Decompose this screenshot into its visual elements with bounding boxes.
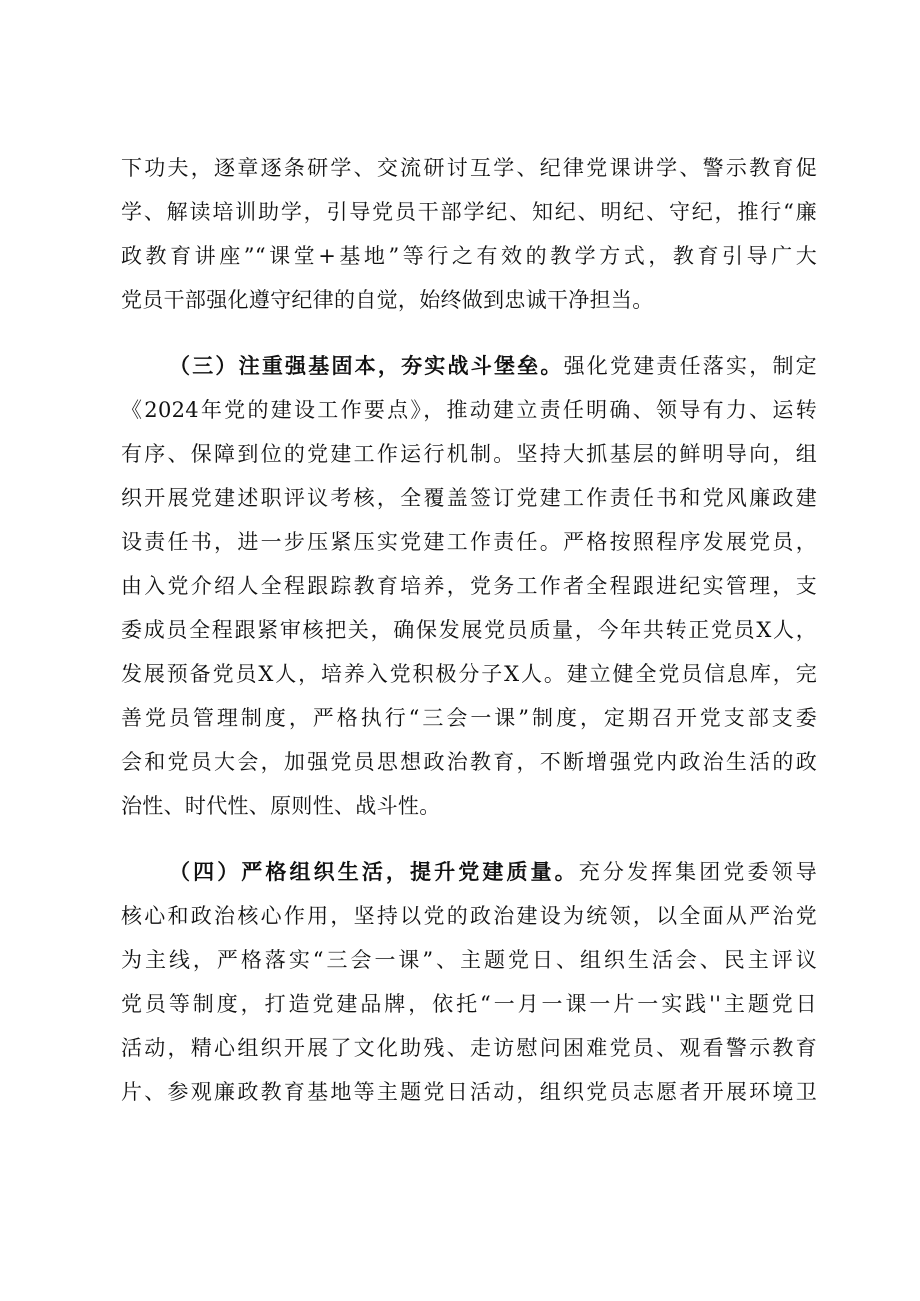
text-line: 发展预备党员X人，培养入党积极分子X人。建立健全党员信息库，完 [121,662,817,686]
text-line: 委成员全程跟紧审核把关，确保发展党员质量，今年共转正党员X人， [121,618,817,642]
text-line: 善党员管理制度，严格执行“三会一课”制度，定期召开党支部支委 [121,706,817,730]
text-line: 治性、时代性、原则性、战斗性。 [121,794,441,818]
text-line: 核心和政治核心作用，坚持以党的政治建设为统领，以全面从严治党 [121,904,817,928]
text-line: 有序、保障到位的党建工作运行机制。坚持大抓基层的鲜明导向，组 [121,442,817,466]
text-line: 设责任书，进一步压紧压实党建工作责任。严格按照程序发展党员， [121,530,817,554]
paragraph-section-three [121,344,817,828]
text-line: 党员等制度，打造党建品牌，依托“一月一课一片一实践''主题党日 [121,992,817,1016]
text-line: 织开展党建述职评议考核，全覆盖签订党建工作责任书和党风廉政建 [121,486,817,510]
text-line-first [121,850,817,894]
text-line: 《2024年党的建设工作要点》，推动建立责任明确、领导有力、运转 [121,398,817,422]
text-line: 由入党介绍人全程跟踪教育培养，党务工作者全程跟进纪实管理，支 [121,574,817,598]
text-line: 片、参观廉政教育基地等主题党日活动，组织党员志愿者开展环境卫 [121,1080,817,1104]
text-line: 党员干部强化遵守纪律的自觉，始终做到忠诚干净担当。 [121,288,654,312]
text-line: 为主线，严格落实“三会一课”、主题党日、组织生活会、民主评议 [121,948,817,972]
paragraph-continuation [121,146,817,322]
paragraph-section-four [121,850,817,1114]
text-run: 充分发挥集团党委领导 [578,860,817,884]
text-line: 政教育讲座”“课堂+基地”等行之有效的教学方式，教育引导广大 [121,244,817,268]
document-body [121,146,817,1114]
paragraph-spacer [121,828,817,850]
text-line-first [121,344,817,388]
text-line: 下功夫，逐章逐条研学、交流研讨互学、纪律党课讲学、警示教育促 [121,156,817,180]
section-heading-four: （四）严格组织生活，提升党建质量。 [169,859,579,884]
section-heading-three: （三）注重强基固本，夯实战斗堡垒。 [169,353,564,378]
paragraph-spacer [121,322,817,344]
text-line: 活动，精心组织开展了文化助残、走访慰问困难党员、观看警示教育 [121,1036,817,1060]
text-line: 会和党员大会，加强党员思想政治教育，不断增强党内政治生活的政 [121,750,817,774]
text-line: 学、解读培训助学，引导党员干部学纪、知纪、明纪、守纪，推行“廉 [121,200,817,224]
text-run: 强化党建责任落实，制定 [563,354,817,378]
